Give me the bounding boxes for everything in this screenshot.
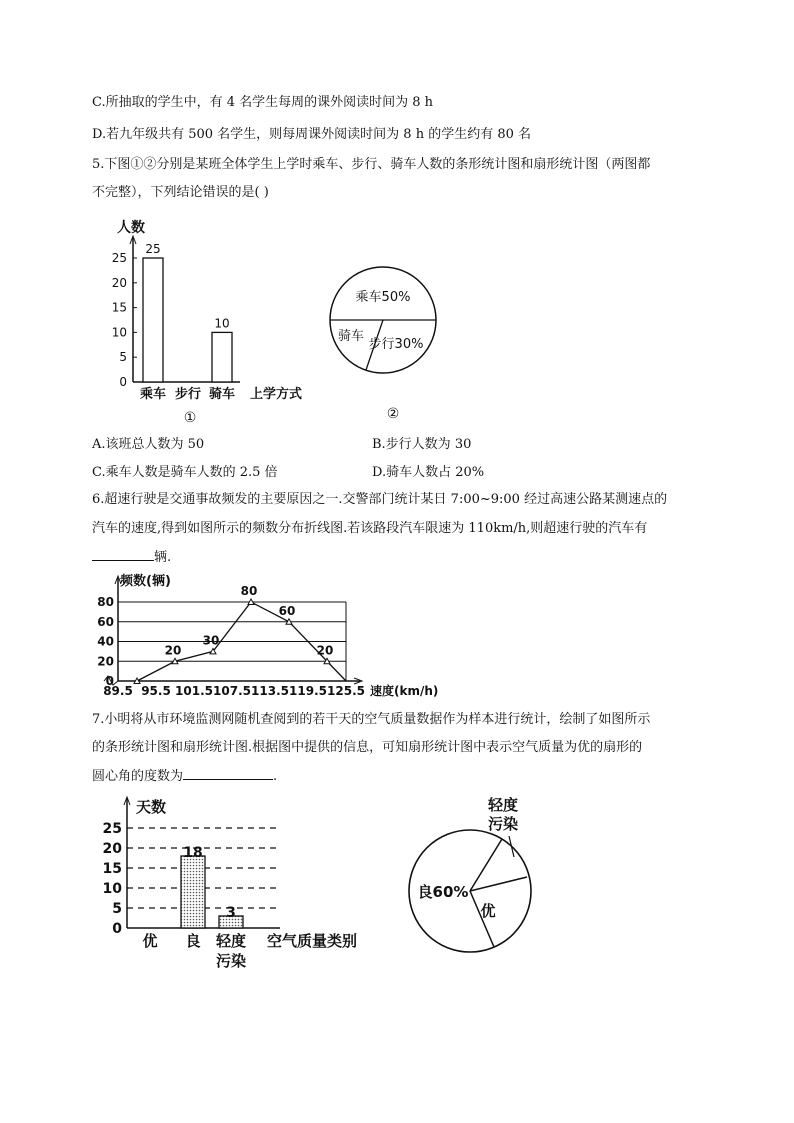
y-axis-label: 频数(辆) bbox=[120, 574, 171, 589]
y-axis-label: 人数 bbox=[117, 220, 145, 236]
x-axis-label: 上学方式 bbox=[250, 387, 303, 402]
data-point-label: 30 bbox=[202, 633, 220, 648]
q6-suffix: 辆. bbox=[154, 550, 172, 565]
x-tick-label: 95.5 bbox=[141, 684, 171, 698]
y-tick-label: 10 bbox=[102, 881, 122, 897]
x-axis-label: 空气质量类别 bbox=[267, 932, 358, 950]
pie-callout-label: 轻度 bbox=[487, 796, 519, 814]
question-7-line-1: 7.小明将从市环境监测网随机查阅到的若干天的空气质量数据作为样本进行统计，绘制了如图所示 bbox=[92, 712, 651, 727]
pie-label: 优 bbox=[480, 902, 496, 920]
figure-caption: ② bbox=[386, 406, 400, 422]
y-tick-label: 20 bbox=[102, 841, 122, 857]
data-point-label: 80 bbox=[240, 584, 258, 598]
q7-suffix: . bbox=[273, 769, 278, 784]
y-tick-label: 40 bbox=[97, 634, 114, 649]
q5-option-b: B.步行人数为 30 bbox=[372, 437, 472, 452]
x-tick-label: 骑车 bbox=[208, 387, 236, 402]
x-tick-label: 良 bbox=[185, 932, 201, 950]
x-axis-label: 速度(km/h) bbox=[370, 684, 439, 698]
y-tick-label: 0 bbox=[112, 921, 122, 937]
pie-label-骑车: 骑车 bbox=[337, 329, 365, 344]
x-tick-label: 119.5 bbox=[289, 684, 327, 698]
pie-label-乘车50%: 乘车50% bbox=[355, 290, 411, 305]
pie-label-步行30%: 步行30% bbox=[368, 337, 424, 352]
data-point-label: 20 bbox=[316, 643, 334, 658]
question-6-line-1: 6.超速行驶是交通事故频发的主要原因之一.交警部门统计某日 7:00~9:00 经过高速公路某测速点的 bbox=[92, 492, 668, 507]
y-tick-label: 15 bbox=[111, 300, 127, 315]
y-tick-label: 10 bbox=[111, 325, 127, 340]
q5-option-a: A.该班总人数为 50 bbox=[92, 437, 205, 452]
bar-value-label: 18 bbox=[183, 845, 203, 861]
x-tick-label: 乘车 bbox=[139, 387, 167, 402]
data-point-label: 20 bbox=[164, 643, 182, 658]
x-tick-label: 步行 bbox=[174, 387, 202, 402]
y-tick-label: 25 bbox=[111, 251, 127, 265]
q7-prefix: 圆心角的度数为 bbox=[92, 769, 184, 784]
bar-value-label: 25 bbox=[145, 242, 161, 256]
figure-caption: ① bbox=[183, 410, 197, 426]
y-tick-label: 20 bbox=[97, 654, 114, 669]
question-5-line-2: 不完整），下列结论错误的是( ) bbox=[92, 185, 269, 200]
option-c-previous: C.所抽取的学生中，有 4 名学生每周的课外阅读时间为 8 h bbox=[92, 95, 434, 110]
x-tick-label: 101.5 bbox=[175, 684, 213, 698]
y-tick-label: 60 bbox=[97, 614, 114, 629]
y-tick-label: 5 bbox=[112, 901, 122, 917]
q5-option-d: D.骑车人数占 20% bbox=[372, 465, 485, 480]
bar-value-label: 10 bbox=[214, 316, 230, 331]
y-tick-label: 5 bbox=[119, 350, 127, 365]
x-tick-label: 107.5 bbox=[213, 684, 251, 698]
x-tick-label: 优 bbox=[142, 932, 158, 950]
y-tick-label: 20 bbox=[111, 275, 127, 290]
y-tick-label: 0 bbox=[119, 375, 127, 389]
y-tick-label: 0 bbox=[105, 674, 114, 688]
y-tick-label: 80 bbox=[97, 595, 114, 609]
q5-option-c: C.乘车人数是骑车人数的 2.5 倍 bbox=[92, 465, 278, 480]
x-tick-label: 轻度 bbox=[215, 932, 247, 950]
bar-value-label: 3 bbox=[226, 905, 236, 921]
question-5-line-1: 5.下图①②分别是某班全体学生上学时乘车、步行、骑车人数的条形统计图和扇形统计图（两图都 bbox=[92, 157, 651, 172]
data-point-label: 60 bbox=[278, 603, 296, 618]
question-7-line-2: 的条形统计图和扇形统计图.根据图中提供的信息，可知扇形统计图中表示空气质量为优的扇形的 bbox=[92, 740, 643, 755]
x-tick-label: 污染 bbox=[215, 952, 247, 970]
question-6-line-2: 汽车的速度,得到如图所示的频数分布折线图.若该路段汽车限速为 110km/h,则超速行驶的汽车有 bbox=[92, 521, 648, 536]
option-d-previous: D.若九年级共有 500 名学生，则每周课外阅读时间为 8 h 的学生约有 80 名 bbox=[92, 127, 532, 142]
pie-callout-label: 污染 bbox=[487, 815, 519, 833]
x-tick-label: 113.5 bbox=[251, 684, 289, 698]
pie-label: 良60% bbox=[417, 883, 469, 901]
y-axis-label: 天数 bbox=[136, 798, 167, 816]
y-tick-label: 15 bbox=[102, 861, 122, 877]
y-tick-label: 25 bbox=[102, 821, 122, 837]
x-tick-label: 125.5 bbox=[327, 684, 365, 698]
x-tick-label: 89.5 bbox=[103, 684, 133, 698]
